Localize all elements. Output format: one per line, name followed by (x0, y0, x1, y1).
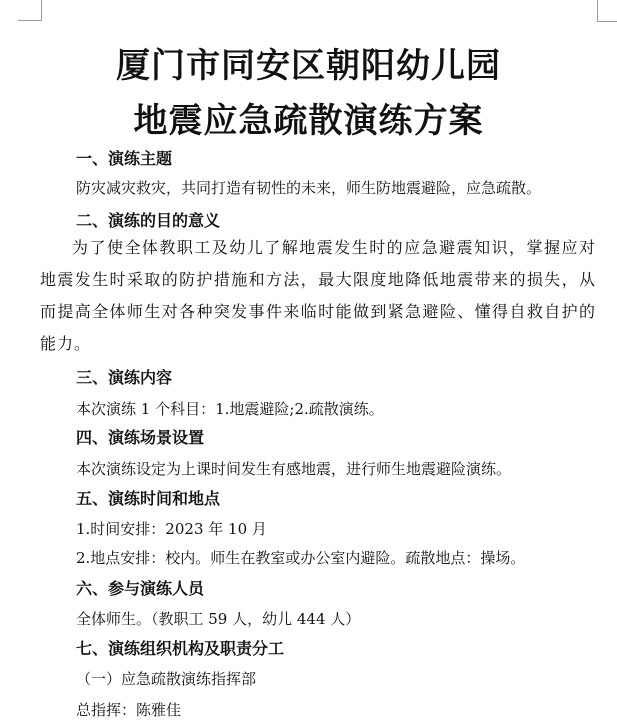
section4-text: 本次演练设定为上课时间发生有感地震，进行师生地震避险演练。 (76, 460, 512, 478)
section5-item-place: 2.地点安排：校内。师生在教室或办公室内避险。疏散地点：操场。 (76, 549, 526, 567)
section1-heading: 一、演练主题 (76, 149, 173, 168)
section7-partial-line: 总指挥：陈雅佳 (76, 701, 182, 719)
section1-text: 防灾减灾救灾，共同打造有韧性的未来，师生防地震避险，应急疏散。 (76, 179, 542, 197)
crop-mark-top-right-horizontal (597, 21, 617, 22)
section7-heading: 七、演练组织机构及职责分工 (76, 639, 285, 658)
document-title-line2: 地震应急疏散演练方案 (133, 101, 484, 141)
crop-mark-top-left-horizontal (18, 20, 42, 21)
section5-heading: 五、演练时间和地点 (76, 489, 221, 508)
section3-heading: 三、演练内容 (76, 368, 173, 387)
section5-item-time: 1.时间安排：2023 年 10 月 (76, 520, 267, 538)
section2-paragraph: 为了使全体教职工及幼儿了解地震发生时的应急避震知识，掌握应对地震发生时采取的防护措施和方法，最大限度地降低地震带来的损失，从而提高全体师生对各种突发事件来临时能做到紧急避险、懂得自救自护的能力。 (40, 238, 596, 353)
section3-text: 本次演练 1 个科目：1.地震避险;2.疏散演练。 (76, 400, 384, 418)
crop-mark-top-right-vertical (597, 0, 598, 22)
section6-text: 全体师生。（教职工 59 人，幼儿 444 人） (76, 610, 361, 628)
section7-subheading: （一）应急疏散演练指挥部 (76, 670, 257, 688)
document-title-line1: 厦门市同安区朝阳幼儿园 (116, 46, 501, 86)
section4-heading: 四、演练场景设置 (76, 428, 205, 447)
crop-mark-top-left-vertical (41, 0, 42, 20)
section2-heading: 二、演练的目的意义 (76, 211, 221, 230)
section6-heading: 六、参与演练人员 (76, 579, 205, 598)
